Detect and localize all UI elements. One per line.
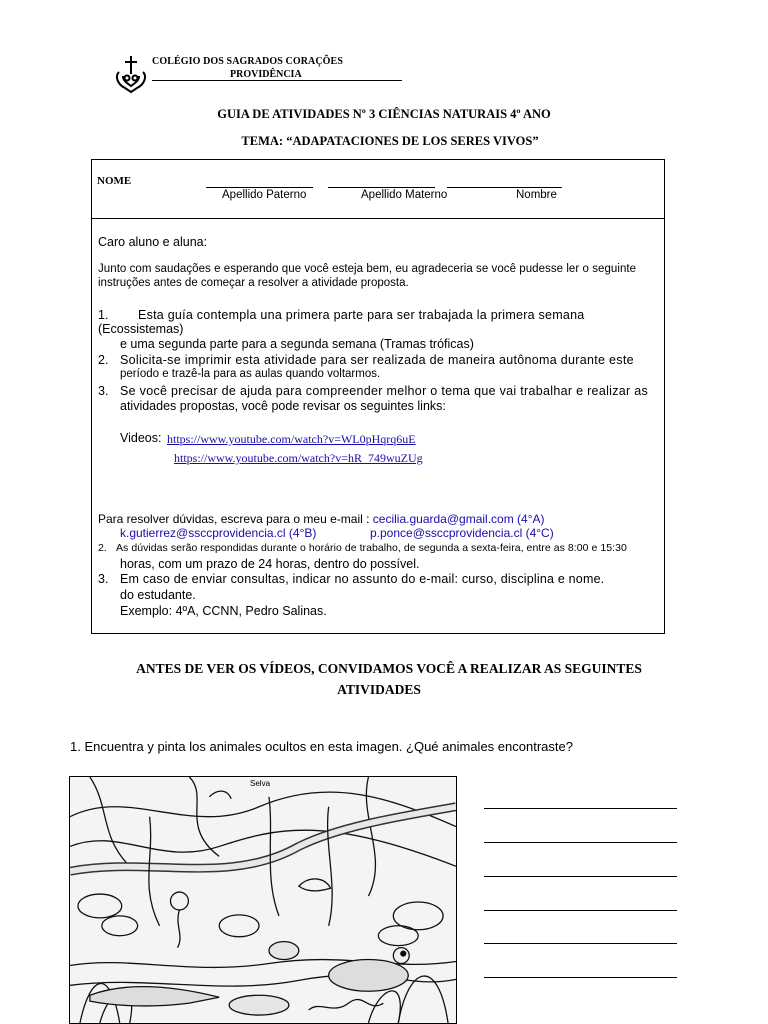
- guide-title: GUIA DE ATIVIDADES Nº 3 CIÊNCIAS NATURAIS 4º ANO: [217, 107, 551, 121]
- email-4a[interactable]: cecilia.guarda@gmail.com (4°A): [372, 512, 545, 526]
- intro-line-1: Junto com saudações e esperando que você esteja bem, eu agradeceria se você pudesse ler o seguinte: [98, 263, 637, 275]
- apellido-paterno-field[interactable]: [206, 187, 313, 188]
- video-link-1[interactable]: https://www.youtube.com/watch?v=WL0pHqrq6uE: [167, 432, 416, 446]
- answer-line-2[interactable]: [484, 842, 677, 843]
- item-2-text: Solicita-se imprimir esta atividade para ser realizada de maneira autônoma durante este: [120, 353, 634, 367]
- jungle-image-label: Selva: [250, 779, 271, 788]
- school-name: COLÉGIO DOS SAGRADOS CORAÇÕES: [152, 56, 343, 67]
- item-1-number: 1.: [98, 308, 109, 322]
- intro-line-2: instruções antes de começar a resolver a atividade proposta.: [98, 277, 409, 289]
- answer-line-5[interactable]: [484, 943, 677, 944]
- apellido-paterno-caption: Apellido Paterno: [222, 189, 307, 201]
- item-5-number: 3.: [98, 572, 109, 586]
- section-title: ANTES DE VER OS VÍDEOS, CONVIDAMOS VOCÊ A REALIZAR AS SEGUINTES: [136, 661, 642, 676]
- email-4c[interactable]: p.ponce@ssccprovidencia.cl (4°C): [370, 526, 554, 540]
- answer-line-1[interactable]: [484, 808, 677, 809]
- video-link-2[interactable]: https://www.youtube.com/watch?v=hR_749wuZUg: [174, 451, 423, 465]
- box-divider: [91, 218, 665, 219]
- contact-prefix: Para resolver dúvidas, escreva para o meu e-mail :: [98, 512, 373, 526]
- school-logo-icon: [113, 54, 149, 94]
- activity-1-question: 1. Encuentra y pinta los animales ocultos en esta imagen. ¿Qué animales encontraste?: [70, 739, 573, 754]
- nombre-caption: Nombre: [516, 189, 557, 201]
- apellido-materno-caption: Apellido Materno: [361, 189, 448, 201]
- videos-label: Videos:: [120, 431, 162, 445]
- answer-line-4[interactable]: [484, 910, 677, 911]
- item-4-text: As dúvidas serão respondidas durante o horário de trabalho, de segunda a sexta-feira, entre as 8:00 e 15:30: [116, 542, 627, 554]
- item-2-text-2: período e trazê-la para as aulas quando voltarmos.: [120, 368, 381, 380]
- contact-text: [98, 512, 545, 526]
- item-3-text: Se você precisar de ajuda para compreender melhor o tema que vai trabalhar e realizar as: [120, 384, 649, 398]
- item-5-text-2: do estudante.: [120, 588, 196, 602]
- item-3-text-2: atividades propostas, você pode revisar os seguintes links:: [120, 399, 446, 413]
- apellido-materno-field[interactable]: [328, 187, 435, 188]
- item-3-number: 3.: [98, 384, 109, 398]
- answer-line-6[interactable]: [484, 977, 677, 978]
- item-2-number: 2.: [98, 353, 109, 367]
- item-5-text: Em caso de enviar consultas, indicar no assunto do e-mail: curso, disciplina e nome.: [120, 572, 605, 586]
- header-divider: [152, 80, 402, 81]
- item-5-example: Exemplo: 4ºA, CCNN, Pedro Salinas.: [120, 604, 327, 618]
- answer-line-3[interactable]: [484, 876, 677, 877]
- school-subtitle: PROVIDÊNCIA: [230, 69, 302, 80]
- guide-theme: TEMA: “ADAPATACIONES DE LOS SERES VIVOS”: [241, 134, 539, 148]
- item-4-number: 2.: [98, 542, 107, 554]
- item-1-text-2: (Ecossistemas): [98, 322, 184, 336]
- item-1-text: Esta guía contempla una primera parte para ser trabajada la primera semana: [138, 308, 585, 322]
- name-label: NOME: [97, 175, 132, 187]
- item-1-text-3: e uma segunda parte para a segunda semana (Tramas tróficas): [120, 337, 474, 351]
- greeting: Caro aluno e aluna:: [98, 235, 208, 249]
- nombre-field[interactable]: [447, 187, 562, 188]
- item-4-text-2: horas, com um prazo de 24 horas, dentro do possível.: [120, 557, 420, 571]
- email-4b[interactable]: k.gutierrez@ssccprovidencia.cl (4°B): [120, 526, 317, 540]
- hidden-animals-jungle-illustration: [69, 776, 457, 1024]
- section-title-2: ATIVIDADES: [337, 682, 421, 697]
